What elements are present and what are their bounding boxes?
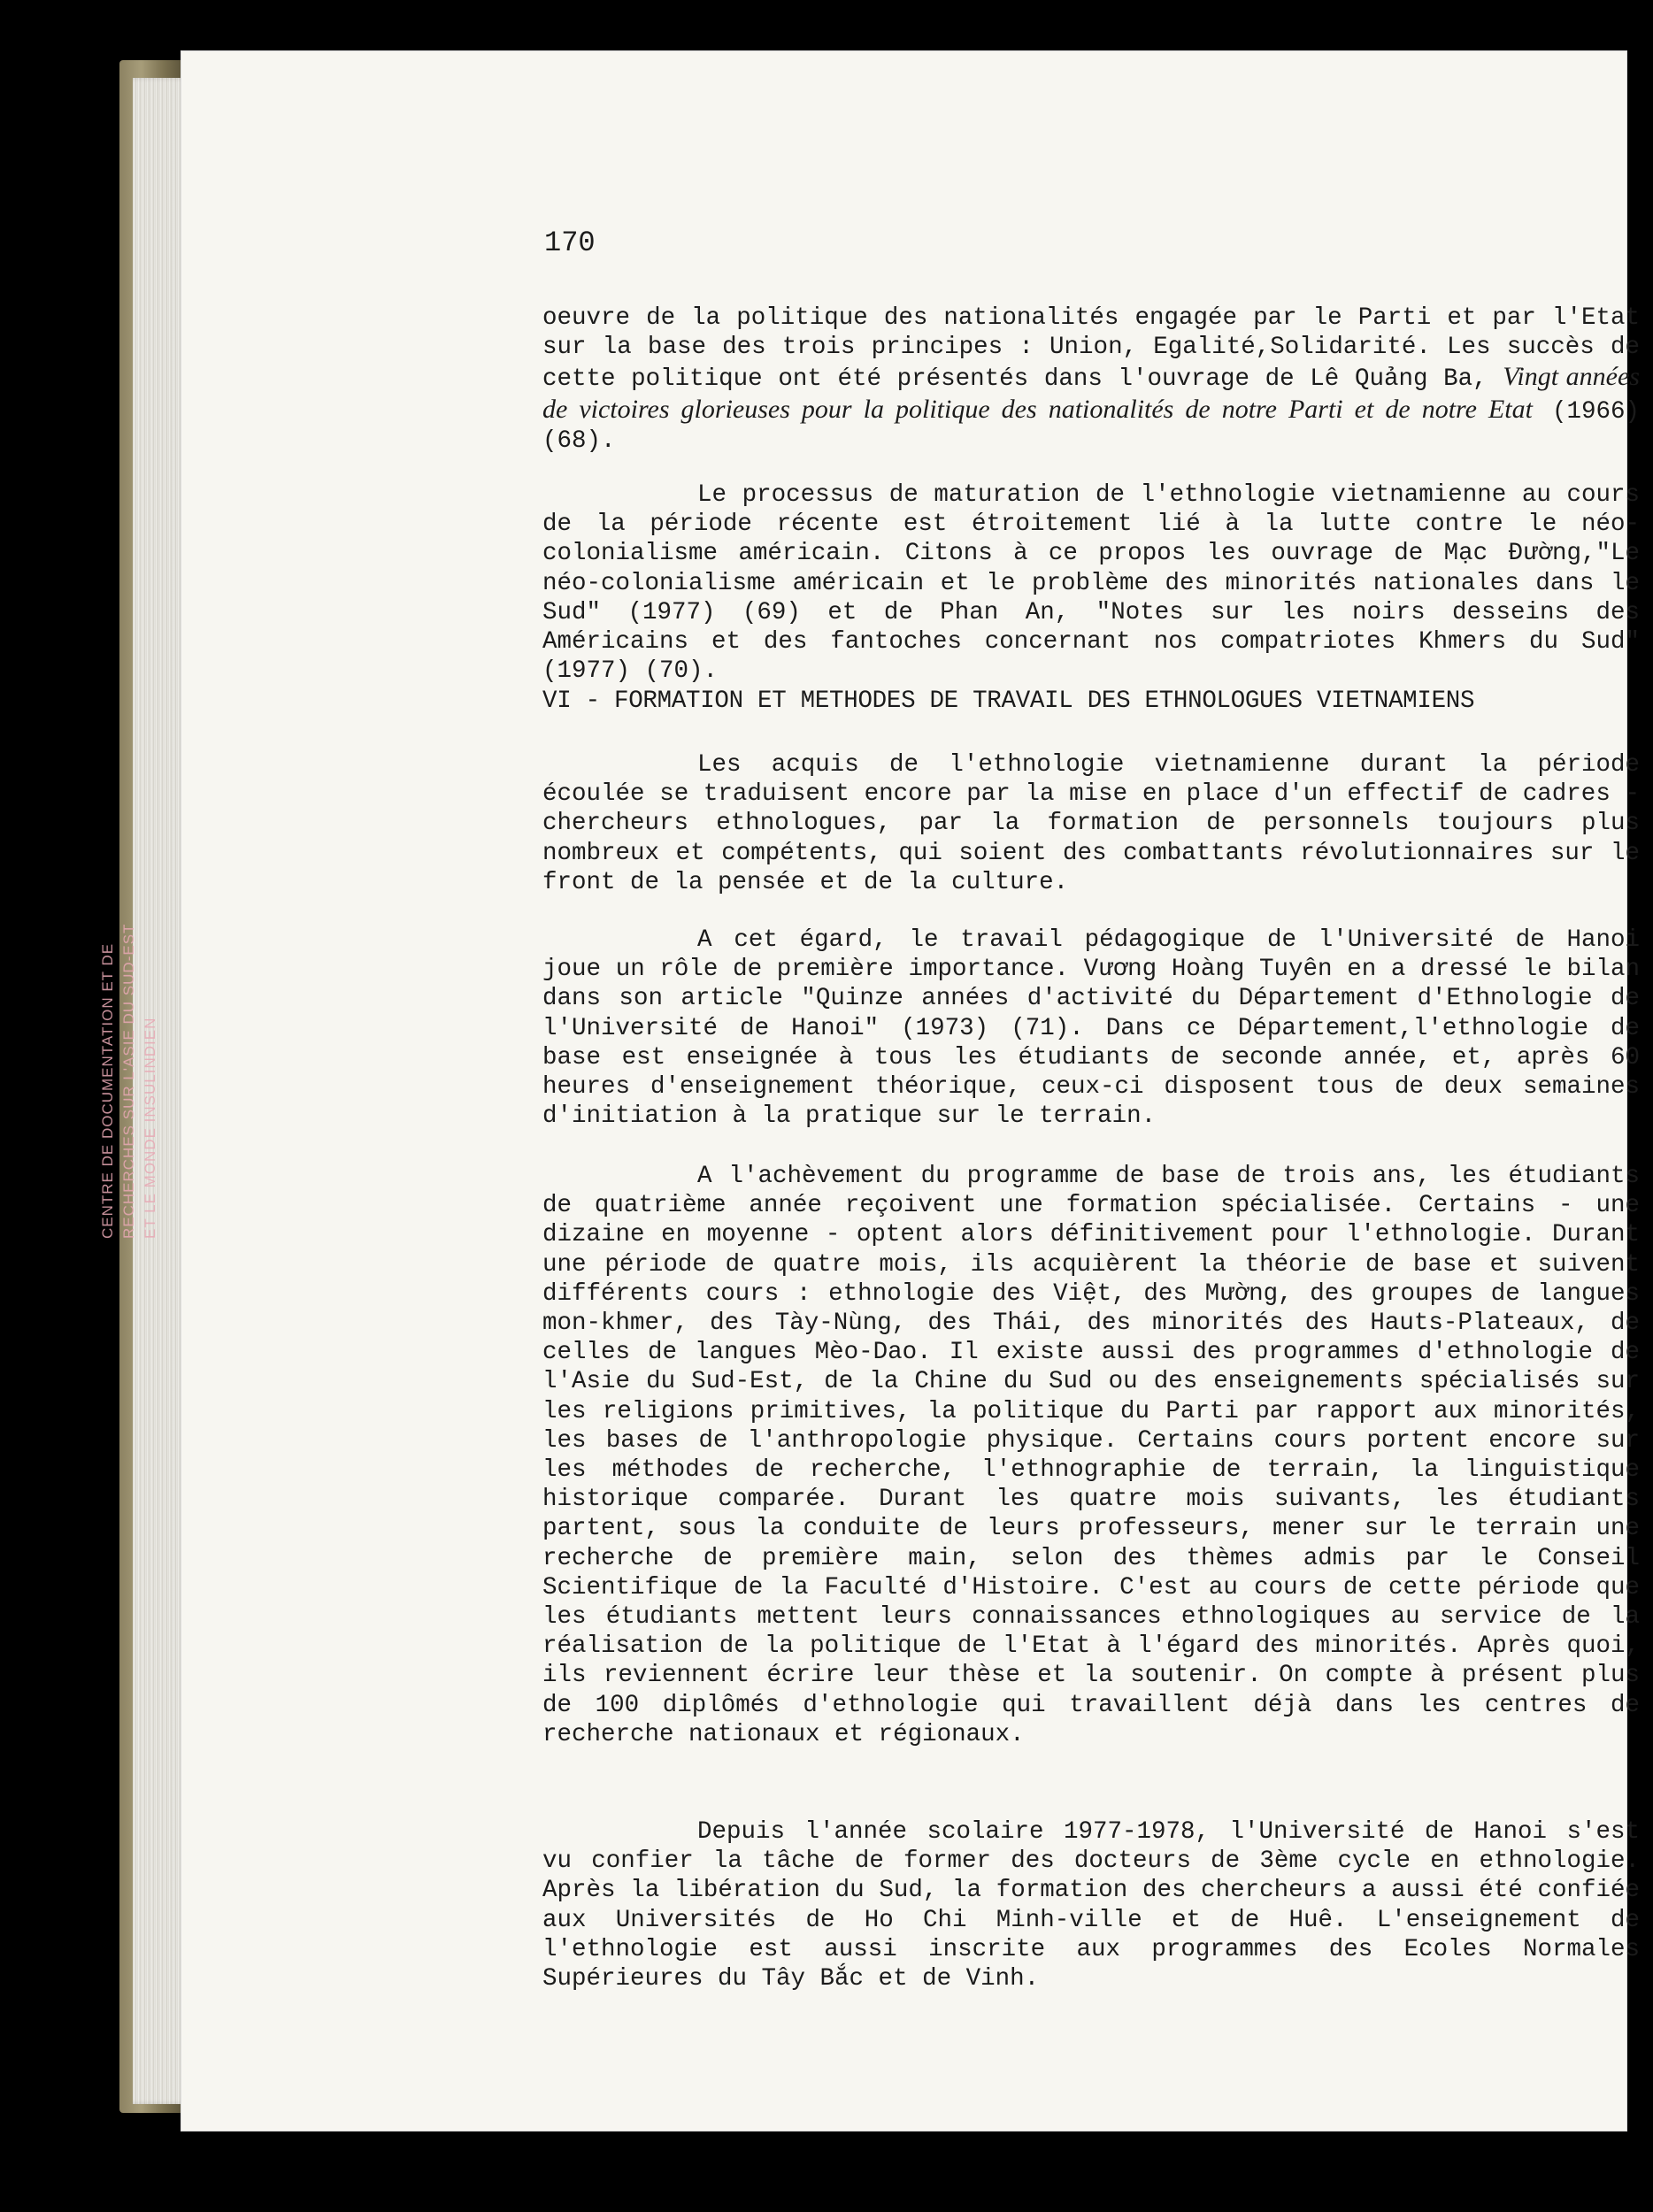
paragraph-1-tail: (1966) (68). [542,397,1640,455]
paragraph-2 [542,480,1640,686]
paragraph-5 [542,1162,1640,1749]
paragraph-1 [542,303,1640,456]
paragraph-1-text: oeuvre de la politique des nationalités engagée par le Parti et par l'Etat sur la base des trois principes : Union, Egalité,Solidarité. Les succès de cette politique ont été présentés dans l'ouvrage de Lê Quảng Ba, [542,304,1640,394]
paragraph-2-text: Le processus de maturation de l'ethnologie vietnamienne au cours de la période récente est étroitement lié à la lutte contre le néo-colonialisme américain. Citons à ce propos les ouvrage de Mạc Đường,"Le néo-colonialisme américain et le problème des minorités nationales dans le Sud" (1977) (69) et de Phan An, "Notes sur les noirs desseins des Américains et des fantoches concernant nos compatriotes Khmers du Sud" (1977) (70). [542,481,1640,686]
paragraph-3 [542,750,1640,897]
paragraph-4 [542,926,1640,1131]
paragraph-6-text: Depuis l'année scolaire 1977-1978, l'Université de Hanoi s'est vu confier la tâche de former des docteurs de 3ème cycle en ethnologie. Après la libération du Sud, la formation des chercheurs a aussi été confiée aux Universités de Ho Chi Minh-ville et de Huê. L'enseignement de l'ethnologie est aussi inscrite aux programmes des Ecoles Normales Supérieures du Tây Bắc et de Vinh. [542,1818,1640,1993]
book-title-italic: Vingt années de victoires glorieuses pour la politique des nationalités de notre Parti et de notre Etat [542,362,1640,424]
paragraph-6 [542,1817,1640,1993]
page-number: 170 [544,227,596,259]
paragraph-4-text: A cet égard, le travail pédagogique de l'Université de Hanoi joue un rôle de première importance. Vương Hoàng Tuyên en a dressé le bilan dans son article "Quinze années d'activité du Département d'Ethnologie de l'Université de Hanoi" (1973) (71). Dans ce Département,l'ethnologie de base est enseignée à tous les étudiants de seconde année, et, après 60 heures d'enseignement théorique, ceux-ci disposent tous de deux semaines d'initiation à la pratique sur le terrain. [542,926,1640,1131]
paragraph-5-text: A l'achèvement du programme de base de trois ans, les étudiants de quatrième année reçoivent une formation spécialisée. Certains - une dizaine en moyenne - optent alors définitivement pour l'ethnologie. Durant une période de quatre mois, ils acquièrent la théorie de base et suivent différents cours : ethnologie des Việt, des Mường, des groupes de langues mon-khmer, des Tày-Nùng, des Thái, des minorités des Hauts-Plateaux, de celles de langues Mèo-Dao. Il existe aussi des programmes d'ethnologie de l'Asie du Sud-Est, de la Chine du Sud ou des enseignements spécialisés sur les religions primitives, la politique du Parti par rapport aux minorités, les bases de l'anthropologie physique. Certains cours portent encore sur les méthodes de recherche, l'ethnographie de terrain, la linguistique historique comparée. Durant les quatre mois suivants, les étudiants partent, sous la conduite de leurs professeurs, mener sur le terrain une recherche de première main, selon des thèmes admis par le Conseil Scientifique de la Faculté d'Histoire. C'est au cours de cette période que les étudiants mettent leurs connaissances ethnologiques au service de la réalisation de la politique de l'Etat à l'égard des minorités. Après quoi, ils reviennent écrire leur thèse et la soutenir. On compte à présent plus de 100 diplômés d'ethnologie qui travaillent déjà dans les centres de recherche nationaux et régionaux. [542,1163,1640,1748]
library-stamp: CENTRE DE DOCUMENTATION ET DE RECHERCHES SUR L'ASIE DU SUD-EST ET LE MONDE INSULINDIEN [99,923,158,1239]
document-page [181,51,1640,2131]
page-content [181,51,1640,2131]
paragraph-3-text: Les acquis de l'ethnologie vietnamienne durant la période écoulée se traduisent encore par la mise en place d'un effectif de cadres - chercheurs ethnologues, par la formation de personnels toujours plus nombreux et compétents, qui soient des combattants révolutionnaires sur le front de la pensée et de la culture. [542,751,1640,896]
section-heading: VI - FORMATION ET METHODES DE TRAVAIL DES ETHNOLOGUES VIETNAMIENS [542,687,1475,715]
